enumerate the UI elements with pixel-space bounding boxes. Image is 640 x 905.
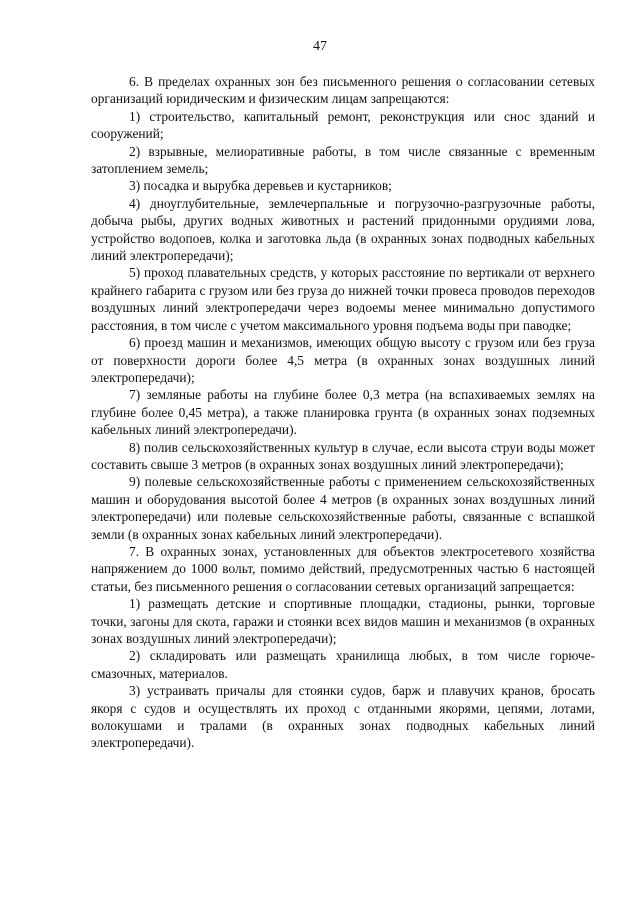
paragraph-7-item-1: 1) размещать детские и спортивные площадки, стадионы, рынки, торговые точки, загоны для скота, гаражи и стоянки всех видов машин и механизмов (в охранных зонах воздушных линий электропередачи); [91, 596, 595, 646]
paragraph-6-item-8: 8) полив сельскохозяйственных культур в случае, если высота струи воды может составить свыше 3 метров (в охранных зонах воздушных линий электропередачи); [91, 439, 595, 472]
paragraph-part-6-intro: 6. В пределах охранных зон без письменного решения о согласовании сетевых организаций юридическим и физическим лицам запрещаются: [91, 74, 595, 107]
paragraph-6-item-6: 6) проезд машин и механизмов, имеющих общую высоту с грузом или без груза от поверхности дороги более 4,5 метра (в охранных зонах воздушных линий электропередачи); [91, 335, 595, 385]
paragraph-6-item-3: 3) посадка и вырубка деревьев и кустарников; [129, 178, 392, 194]
page-number: 47 [313, 39, 327, 54]
paragraph-6-item-1: 1) строительство, капитальный ремонт, реконструкция или снос зданий и сооружений; [91, 108, 595, 142]
paragraph-6-item-2: 2) взрывные, мелиоративные работы, в том числе связанные с временным затоплением земель; [91, 143, 595, 177]
paragraph-6-item-4: 4) дноуглубительные, землечерпальные и погрузочно-разгрузочные работы, добыча рыбы, других водных животных и растений придонными орудиями лова, устройство водопоев, колка и заготовка льда (в охранных зонах подводных кабельных линий электропередачи); [91, 195, 595, 264]
paragraph-part-7-intro: 7. В охранных зонах, установленных для объектов электросетевого хозяйства напряжением до 1000 вольт, помимо действий, предусмотренных частью 6 настоящей статьи, без письменного решения о согласовании сетевых организаций запрещается: [91, 543, 595, 594]
document-body [91, 73, 595, 752]
paragraph-6-item-5: 5) проход плавательных средств, у которых расстояние по вертикали от верхнего крайнего габарита с грузом или без груза до нижней точки провеса проводов переходов воздушных линий электропередачи через водоемы менее минимально допустимого расстояния, в том числе с учетом максимального уровня подъема воды при паводке; [91, 265, 595, 333]
paragraph-7-item-3: 3) устраивать причалы для стоянки судов, барж и плавучих кранов, бросать якоря с судов и осуществлять их проход с отданными якорями, цепями, лотами, волокушами и тралами (в охранных зонах подводных кабельных линий электропередачи). [91, 683, 595, 751]
paragraph-6-item-7: 7) земляные работы на глубине более 0,3 метра (на вспахиваемых землях на глубине более 0,45 метра), а также планировка грунта (в охранных зонах подземных кабельных линий электропередачи). [91, 387, 595, 438]
paragraph-6-item-9: 9) полевые сельскохозяйственные работы с применением сельскохозяйственных машин и оборудования высотой более 4 метров (в охранных зонах воздушных линий электропередачи) или полевые сельскохозяйственные работы, связанные с вспашкой земли (в охранных зонах кабельных линий электропередачи). [91, 474, 595, 542]
paragraph-7-item-2: 2) складировать или размещать хранилища любых, в том числе горюче-смазочных, материалов. [91, 648, 595, 681]
